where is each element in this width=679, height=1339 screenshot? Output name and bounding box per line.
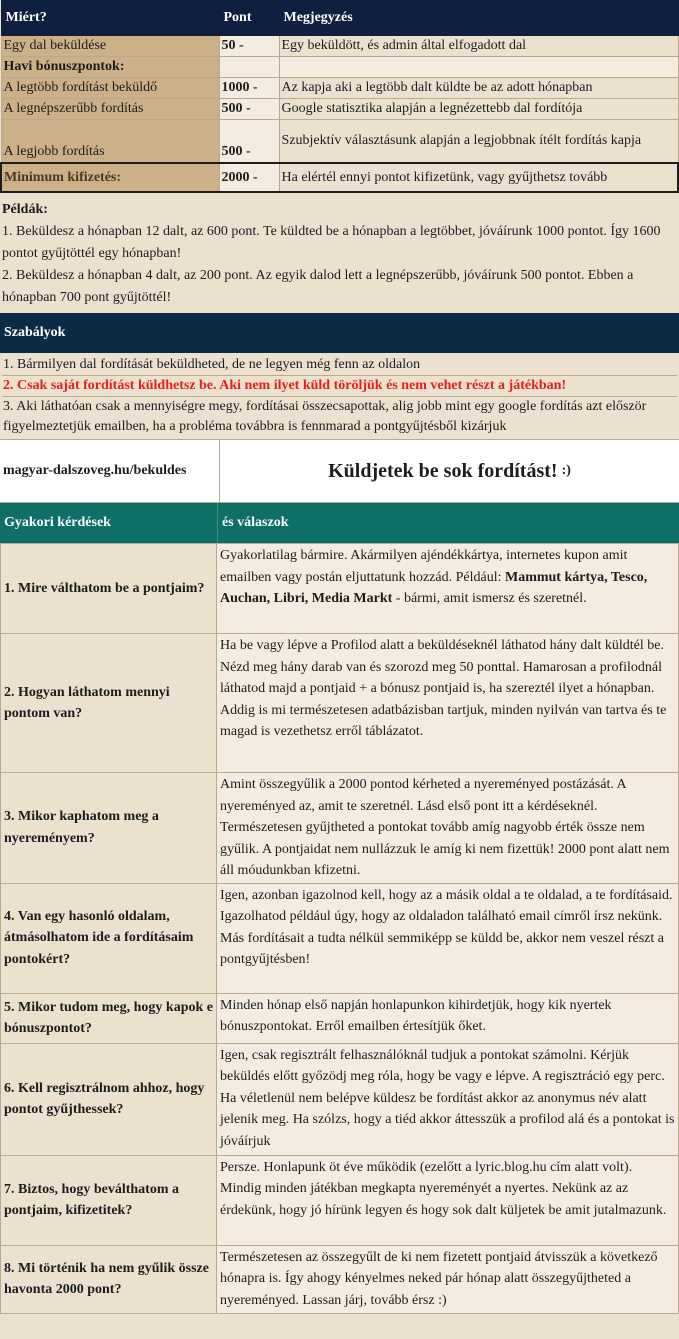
row-points: 1000 -: [219, 78, 279, 99]
row-points: 500 -: [219, 99, 279, 120]
minimum-points: 2000 -: [219, 163, 279, 192]
table-row: [1, 57, 678, 78]
minimum-note: Ha elértél ennyi pontot kifizetünk, vagy gyűjthetsz tovább: [279, 163, 678, 192]
faq-row: [1, 1043, 679, 1155]
row-reason: Egy dal beküldése: [1, 36, 219, 57]
rule-item: 3. Aki láthatóan csak a mennyiségre megy, fordításai összecsapottak, alig jobb mint egy google fordítás azt először figyelmeztetjük emailben, ha a probléma továbbra is fennmarad a pontgyűjtésből kizárjuk: [3, 399, 647, 434]
row-note: Google statisztika alapján a legnézettebb dal fordítója: [279, 99, 678, 120]
faq-question: 8. Mi történik ha nem gyűlik össze havonta 2000 pont?: [1, 1245, 217, 1313]
rules-title: Szabályok: [0, 313, 679, 353]
faq-answer: Igen, azonban igazolnod kell, hogy az a másik oldal a te oldalad, a te fordításaid. Igazolhatod például úgy, hogy az oldaladon található email címről írsz nekünk. Más fordításait a tudta nélkül semmiképp se küldd be, akkor nem veszel részt a pontgyűjtésben!: [217, 883, 679, 993]
header-note: Megjegyzés: [279, 1, 678, 36]
smiley-text: :): [561, 463, 571, 478]
faq-answer: Amint összegyűlik a 2000 pontod kérheted a nyereményed postázását. A nyereményed az, amit te szeretnél. Lásd első pont itt a kérdéseknél. Természetesen gyűjtheted a pontokat tovább amíg nagyobb érték össze nem gyűlik. A pontjaidat nem nullázzuk le amíg ki nem fizettük! 2000 pont alatt nem áll móudunkban kfizetni.: [217, 773, 679, 884]
faq-row: [1, 1245, 679, 1313]
faq-row: [1, 634, 679, 773]
faq-question: 3. Mikor kaphatom meg a nyereményem?: [1, 773, 217, 884]
faq-table: [0, 543, 679, 1314]
examples-section: [0, 193, 679, 313]
row-points: 50 -: [219, 36, 279, 57]
rules-list: [0, 353, 679, 439]
faq-answer: Persze. Honlapunk öt éve működik (ezelőtt a lyric.blog.hu cím alatt volt). Mindig minden játékban megkapta nyereményét a nyertes. Nekünk az az érdekünk, hogy jó hírünk legyen és hogy sok dalt küljetek be amit jutalmazunk.: [217, 1155, 679, 1245]
promo-slogan: [220, 440, 679, 502]
row-note: Az kapja aki a legtöbb dalt küldte be az adott hónapban: [279, 78, 678, 99]
header-points: Pont: [219, 1, 279, 36]
faq-header: [0, 503, 679, 543]
minimum-reason: Minimum kifizetés:: [1, 163, 219, 192]
points-table: [0, 0, 679, 193]
faq-answer: Természetesen az összegyűlt de ki nem fizetett pontjaid átvisszük a következő hónapra is. Így ahogy kényelmes neked pár hónap alatt összegyűjtheted a nyereményed. Lassan járj, tovább érsz :): [217, 1245, 679, 1313]
row-points: [219, 57, 279, 78]
row-note: Szubjektív választásunk alapján a legjobbnak ítélt fordítás kapja: [279, 120, 678, 164]
table-row: [1, 78, 678, 99]
faq-row: [1, 993, 679, 1043]
faq-question: 5. Mikor tudom meg, hogy kapok e bónuszpontot?: [1, 993, 217, 1043]
faq-answer: Ha be vagy lépve a Profilod alatt a beküldéseknél láthatod hány dalt küldtél be. Nézd meg hány darab van és szorozd meg 50 ponttal. Hamarosan a profilodnál láthatod majd a pontjaid + a bónusz pontjaid is, ha szereztél ilyet a hónapban. Addig is mi természetesen adatbázisban tartjuk, minden nyilván van tartva és te magad is vezethetsz erről táblázatot.: [217, 634, 679, 773]
row-reason: Havi bónuszpontok:: [1, 57, 219, 78]
gift-card-brands: Mammut kártya, Tesco, Auchan, Libri, Media Markt: [220, 569, 648, 606]
faq-answer: Minden hónap első napján honlapunkon kihirdetjük, hogy kik nyertek bónuszpontokat. Erről emailben értesítjük őket.: [217, 993, 679, 1043]
faq-answer: Igen, csak regisztrált felhasználóknál tudjuk a pontokat számolni. Kérjük beküldés előtt győzödj meg róla, hogy be vagy e lépve. A regisztráció egy perc. Ha véletlenül nem belépve küldesz be fordítást akkor az anonymus név alatt jelenik meg. Ha szólzs, hogy a tiéd akkor áttesszük a profilod alá és a pontokat is jóváírjuk: [217, 1043, 679, 1155]
row-note: [279, 57, 678, 78]
promo-banner: [0, 439, 679, 503]
faq-question: 6. Kell regisztrálnom ahhoz, hogy pontot gyűjthessek?: [1, 1043, 217, 1155]
row-reason: A legnépszerűbb fordítás: [1, 99, 219, 120]
promo-slogan-text: Küldjetek be sok fordítást!: [328, 459, 558, 482]
row-reason: A legjobb fordítás: [1, 120, 219, 164]
faq-answer: Gyakorlatilag bármire. Akármilyen ajéndékkártya, internetes kupon amit emailben vagy postán eljuttatunk hozzád. Például: Mammut kártya, Tesco, Auchan, Libri, Media Markt - bármi, amit ismersz és szeretnél.: [217, 544, 679, 634]
row-reason: A legtöbb fordítást beküldő: [1, 78, 219, 99]
row-points: 500 -: [219, 120, 279, 164]
example-item: 2. Beküldesz a hónapban 4 dalt, az 200 pont. Az egyik dalod lett a legnépszerűbb, jóváírunk 500 pontot. Ebben a hónapban 700 pont gyűjtöttél!: [2, 268, 634, 305]
table-row: [1, 36, 678, 57]
faq-question: 4. Van egy hasonló oldalam, átmásolhatom ide a fordításaim pontokért?: [1, 883, 217, 993]
faq-row: [1, 883, 679, 993]
faq-row: [1, 544, 679, 634]
faq-question: 7. Biztos, hogy beválthatom a pontjaim, kifizetitek?: [1, 1155, 217, 1245]
faq-row: [1, 773, 679, 884]
submit-url-link[interactable]: magyar-dalszoveg.hu/bekuldes: [0, 440, 220, 502]
header-reason: Miért?: [1, 1, 219, 36]
examples-title: Példák:: [2, 202, 48, 217]
rule-item: 1. Bármilyen dal fordítását beküldheted, de ne legyen még fenn az oldalon: [2, 355, 677, 376]
example-item: 1. Beküldesz a hónapban 12 dalt, az 600 pont. Te küldted be a hónapban a legtöbbet, jóváírunk 1000 pontot. Így 1600 pontot gyűjtöttél egy hónapban!: [2, 224, 661, 261]
faq-header-answers: és válaszok: [222, 515, 289, 530]
faq-question: 1. Mire válthatom be a pontjaim?: [1, 544, 217, 634]
row-note: Egy beküldött, és admin által elfogadott dal: [279, 36, 678, 57]
faq-header-questions: Gyakori kérdések: [0, 503, 218, 543]
minimum-payout-row: [1, 163, 678, 192]
table-row: [1, 120, 678, 164]
faq-row: [1, 1155, 679, 1245]
points-table-header: [1, 1, 678, 36]
rule-item-important: 2. Csak saját fordítást küldhetsz be. Aki nem ilyet küld töröljük és nem vehet részt a játékban!: [2, 376, 677, 397]
faq-question: 2. Hogyan láthatom mennyi pontom van?: [1, 634, 217, 773]
table-row: [1, 99, 678, 120]
